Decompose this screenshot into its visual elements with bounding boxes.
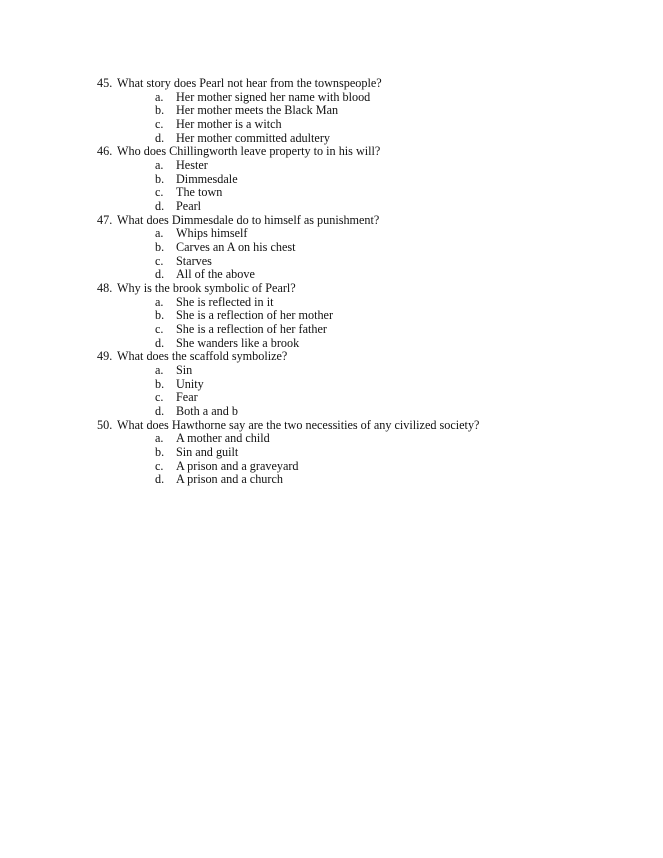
- option-letter: b.: [155, 171, 165, 186]
- question-number: 49.: [97, 349, 113, 364]
- option-letter: d.: [155, 404, 165, 419]
- option-text: Starves: [176, 253, 212, 268]
- option-letter: a.: [155, 363, 164, 378]
- option-letter: c.: [155, 458, 164, 473]
- option-text: Her mother meets the Black Man: [176, 103, 339, 118]
- option-letter: a.: [155, 158, 164, 173]
- option-letter: b.: [155, 240, 165, 255]
- option-text: A prison and a graveyard: [176, 458, 299, 473]
- question-number: 47.: [97, 212, 113, 227]
- option-text: Both a and b: [176, 404, 238, 419]
- option-letter: a.: [155, 226, 164, 241]
- option-text: A mother and child: [176, 431, 270, 446]
- option-letter: d.: [155, 472, 165, 487]
- option-letter: c.: [155, 253, 164, 268]
- option-letter: b.: [155, 376, 165, 391]
- option-letter: d.: [155, 199, 165, 214]
- question-text: Why is the brook symbolic of Pearl?: [117, 281, 296, 296]
- option-text: She is a reflection of her mother: [176, 308, 334, 323]
- option-text: Her mother committed adultery: [176, 130, 330, 145]
- question-text: What story does Pearl not hear from the townspeople?: [117, 76, 382, 90]
- option-text: All of the above: [176, 267, 255, 282]
- question-number: 48.: [97, 281, 113, 296]
- option-text: Sin and guilt: [176, 445, 239, 460]
- option-letter: d.: [155, 130, 165, 145]
- option-text: She wanders like a brook: [176, 335, 300, 350]
- option-text: Her mother is a witch: [176, 117, 282, 132]
- question-text: What does Hawthorne say are the two necessities of any civilized society?: [117, 417, 480, 432]
- option-text: Unity: [176, 376, 204, 391]
- option-text: Carves an A on his chest: [176, 240, 296, 255]
- option-letter: d.: [155, 267, 165, 282]
- option-text: Pearl: [176, 199, 202, 214]
- option-letter: b.: [155, 308, 165, 323]
- option-letter: c.: [155, 185, 164, 200]
- option-letter: a.: [155, 89, 164, 104]
- option-text: She is reflected in it: [176, 294, 274, 309]
- option-letter: a.: [155, 431, 164, 446]
- option-text: Her mother signed her name with blood: [176, 89, 371, 104]
- question-number: 46.: [97, 144, 113, 159]
- option-text: Sin: [176, 363, 193, 378]
- option-letter: b.: [155, 103, 165, 118]
- option-letter: c.: [155, 117, 164, 132]
- option-text: Dimmesdale: [176, 171, 238, 186]
- option-text: Fear: [176, 390, 198, 405]
- question-number: 50.: [97, 417, 113, 432]
- question-text: What does Dimmesdale do to himself as punishment?: [117, 212, 380, 227]
- option-letter: b.: [155, 445, 165, 460]
- question-text: What does the scaffold symbolize?: [117, 349, 288, 364]
- option-text: The town: [176, 185, 223, 200]
- option-letter: c.: [155, 390, 164, 405]
- option-text: Whips himself: [176, 226, 248, 241]
- option-text: She is a reflection of her father: [176, 322, 327, 337]
- option-text: A prison and a church: [176, 472, 283, 487]
- option-letter: d.: [155, 335, 165, 350]
- option-letter: c.: [155, 322, 164, 337]
- question-number: 45.: [97, 76, 113, 90]
- question-text: Who does Chillingworth leave property to in his will?: [117, 144, 381, 159]
- option-text: Hester: [176, 158, 208, 173]
- option-letter: a.: [155, 294, 164, 309]
